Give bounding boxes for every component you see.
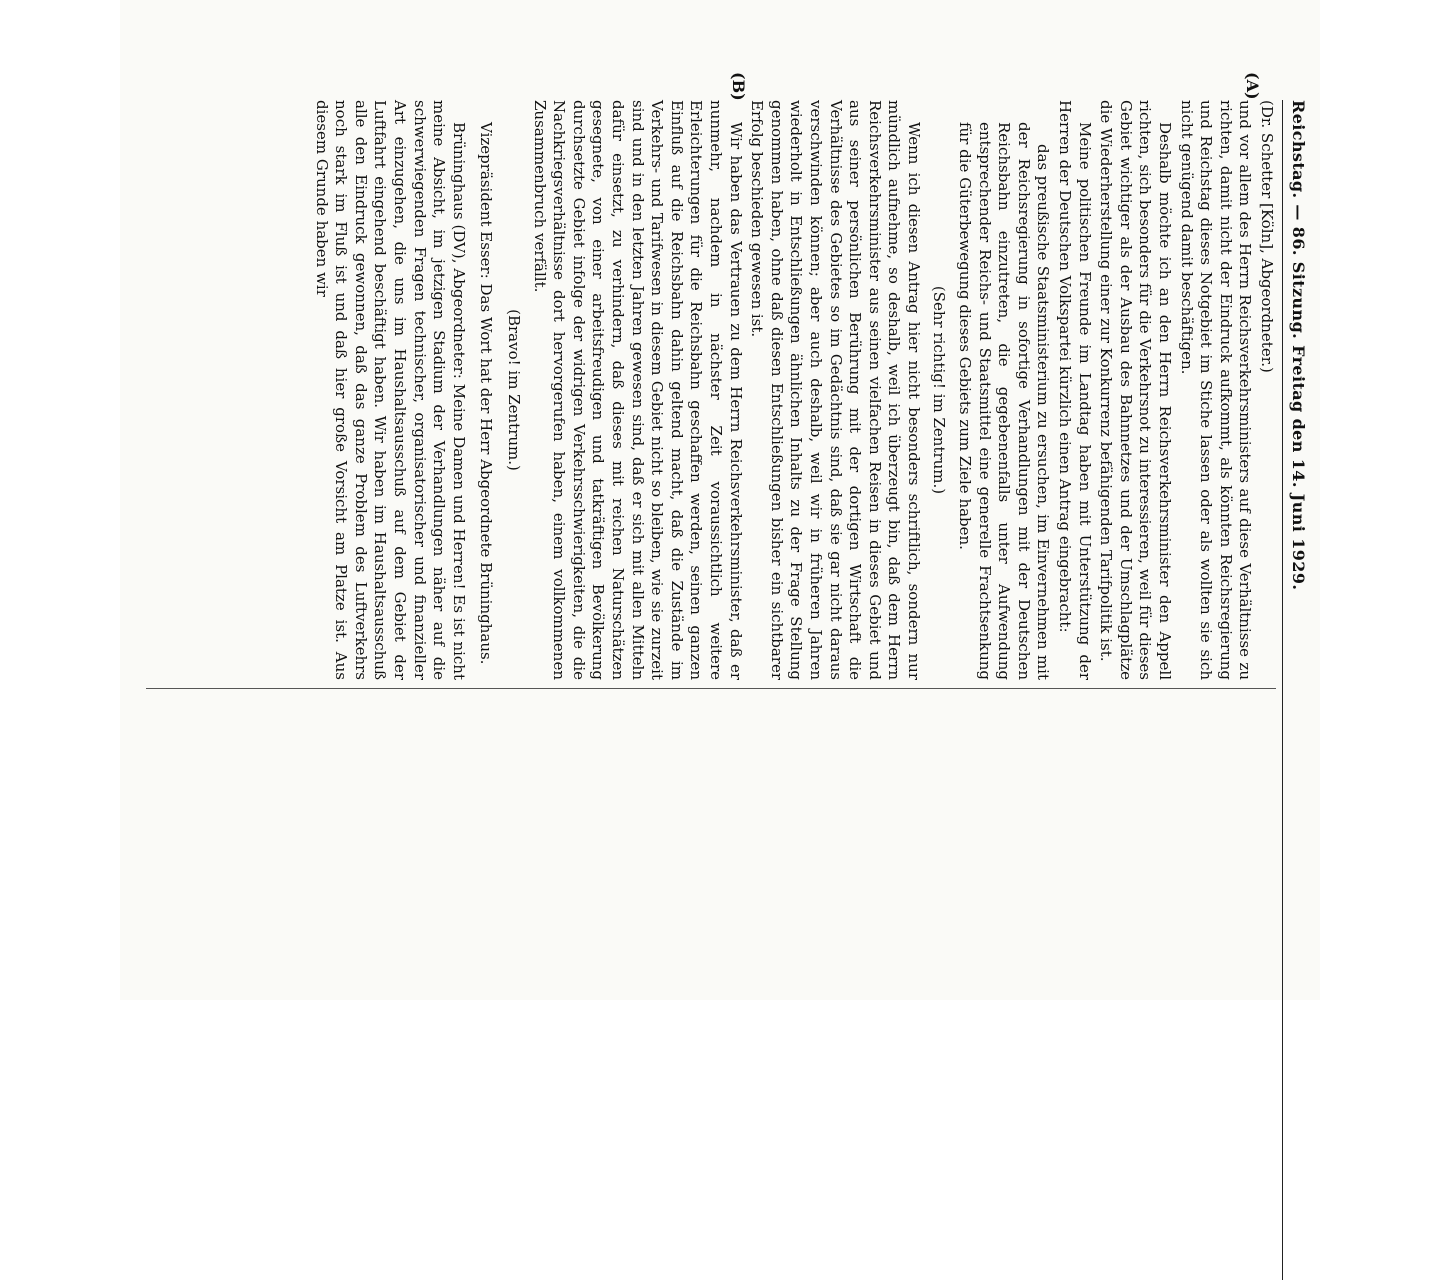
paragraph: Wir haben das Vertrauen zu dem Herrn Reichsverkehrsminister, daß er nunmehr, nachdem in nächster Zeit voraussichtlich weitere Erleichterungen für die Reichsbahn geschaffen werden, seinen ganzen Einfluß auf die Reichsbahn dahin geltend macht, daß die Zustände im Verkehrs- und Tarifwesen in diesem Gebiet nicht so bleiben, wie sie zurzeit sind und in den letzten Jahren gewesen sind, daß er sich mit allen Mitteln dafür einsetzt, zu verhindern, daß dieses mit reichen Naturschätzen gesegnete, von einer arbeitsfreudigen und tatkräftigen Bevölkerung durchsetzte Gebiet infolge der widrigen Verkehrsschwierigkeiten, die die Nachkriegsverhältnisse dort hervorgerufen haben, einem vollkommenen Zusammenbruch verfällt. bbox=[530, 100, 745, 680]
header-rule bbox=[1282, 100, 1283, 1280]
scanned-document bbox=[120, 0, 1320, 1000]
speaker-announcement: Vizepräsident Esser: Das Wort hat der Herr Abgeordnete Brüninghaus. bbox=[477, 122, 496, 665]
paragraph: und vor allem des Herrn Reichsverkehrsministers auf diese Verhältnisse zu richten, damit nicht der Eindruck aufkommt, als könnten Reichsregierung und Reichstag dieses Notgebiet im Stiche lassen oder als wollten sie sich nicht genügend damit beschäftigen. bbox=[1177, 100, 1255, 680]
paragraph: Wenn ich diesen Antrag hier nicht besonders schriftlich, sondern nur mündlich aufnehme, so deshalb, weil ich überzeugt bin, daß dem Herrn Reichsverkehrsminister aus seinen vielfachen Reisen in dieses Gebiet und aus seiner persönlichen Berührung mit der dortigen Wirtschaft die Verhältnisse des Gebietes so im Gedächtnis sind, daß sie gar nicht daraus verschwinden können; aber auch deshalb, weil wir in früheren Jahren wiederholt in Entschließungen ähnlichen Inhalts zu der Frage Stellung genommen haben, ohne daß diesen Entschließungen bisher ein sichtbarer Erfolg beschieden gewesen ist. bbox=[748, 100, 923, 680]
paragraph: Deshalb möchte ich an den Herrn Reichsverkehrsminister den Appell richten, sich besonders für die Verkehrsnot zu interessieren, weil für dieses Gebiet wichtiger als der Ausbau des Bahnnetzes und der Umschlagplätze die Wiederherstellung einer zur Konkurrenz befähigenden Tarifpolitik ist. bbox=[1097, 100, 1175, 680]
margin-marker-a: (A) bbox=[1243, 72, 1262, 100]
column-divider bbox=[146, 688, 1276, 689]
running-head bbox=[1284, 100, 1308, 880]
interjection: (Sehr richtig! im Zentrum.) bbox=[930, 285, 949, 495]
quoted-motion: das preußische Staatsministerium zu ersuchen, im Einvernehmen mit der Reichsregierung in sofortige Verhandlungen mit der Deutschen Reichsbahn einzutreten, die gegebenenfalls unter Aufwendung entsprechender Reichs- und Staatsmittel eine generelle Frachtsenkung für die Güterbewegung dieses Gebiets zum Ziele haben. bbox=[956, 122, 1053, 680]
left-column bbox=[309, 100, 1276, 680]
margin-marker-b: (B) bbox=[729, 72, 748, 101]
speech-paragraph: Brüninghaus (DV), Abgeordneter: Meine Damen und Herren! Es ist nicht meine Absicht, im jetzigen Stadium der Verhandlungen näher auf die schwerwiegenden Fragen technischer, organisatorischer und finanzieller Art einzugehen, die uns im Haushaltsausschuß auf dem Gebiet der Luftfahrt eingehend beschäftigt haben. Wir haben im Haushaltsausschuß alle den Eindruck gewonnen, daß das ganze Problem des Luftverkehrs noch stark im Fluß ist und daß hier große Vorsicht am Platze ist. Aus diesem Grunde haben wir bbox=[312, 100, 468, 680]
paragraph: (Dr. Schetter [Köln], Abgeordneter.) bbox=[1258, 100, 1276, 373]
interjection: (Bravo! im Zentrum.) bbox=[505, 309, 524, 471]
paragraph: Meine politischen Freunde im Landtag haben mit Unterstützung der Herren der Deutschen Volkspartei kürzlich einen Antrag eingebracht: bbox=[1056, 100, 1094, 680]
page-header-title: Reichstag. — 86. Sitzung. Freitag den 14. Juni 1929. bbox=[1289, 100, 1308, 591]
